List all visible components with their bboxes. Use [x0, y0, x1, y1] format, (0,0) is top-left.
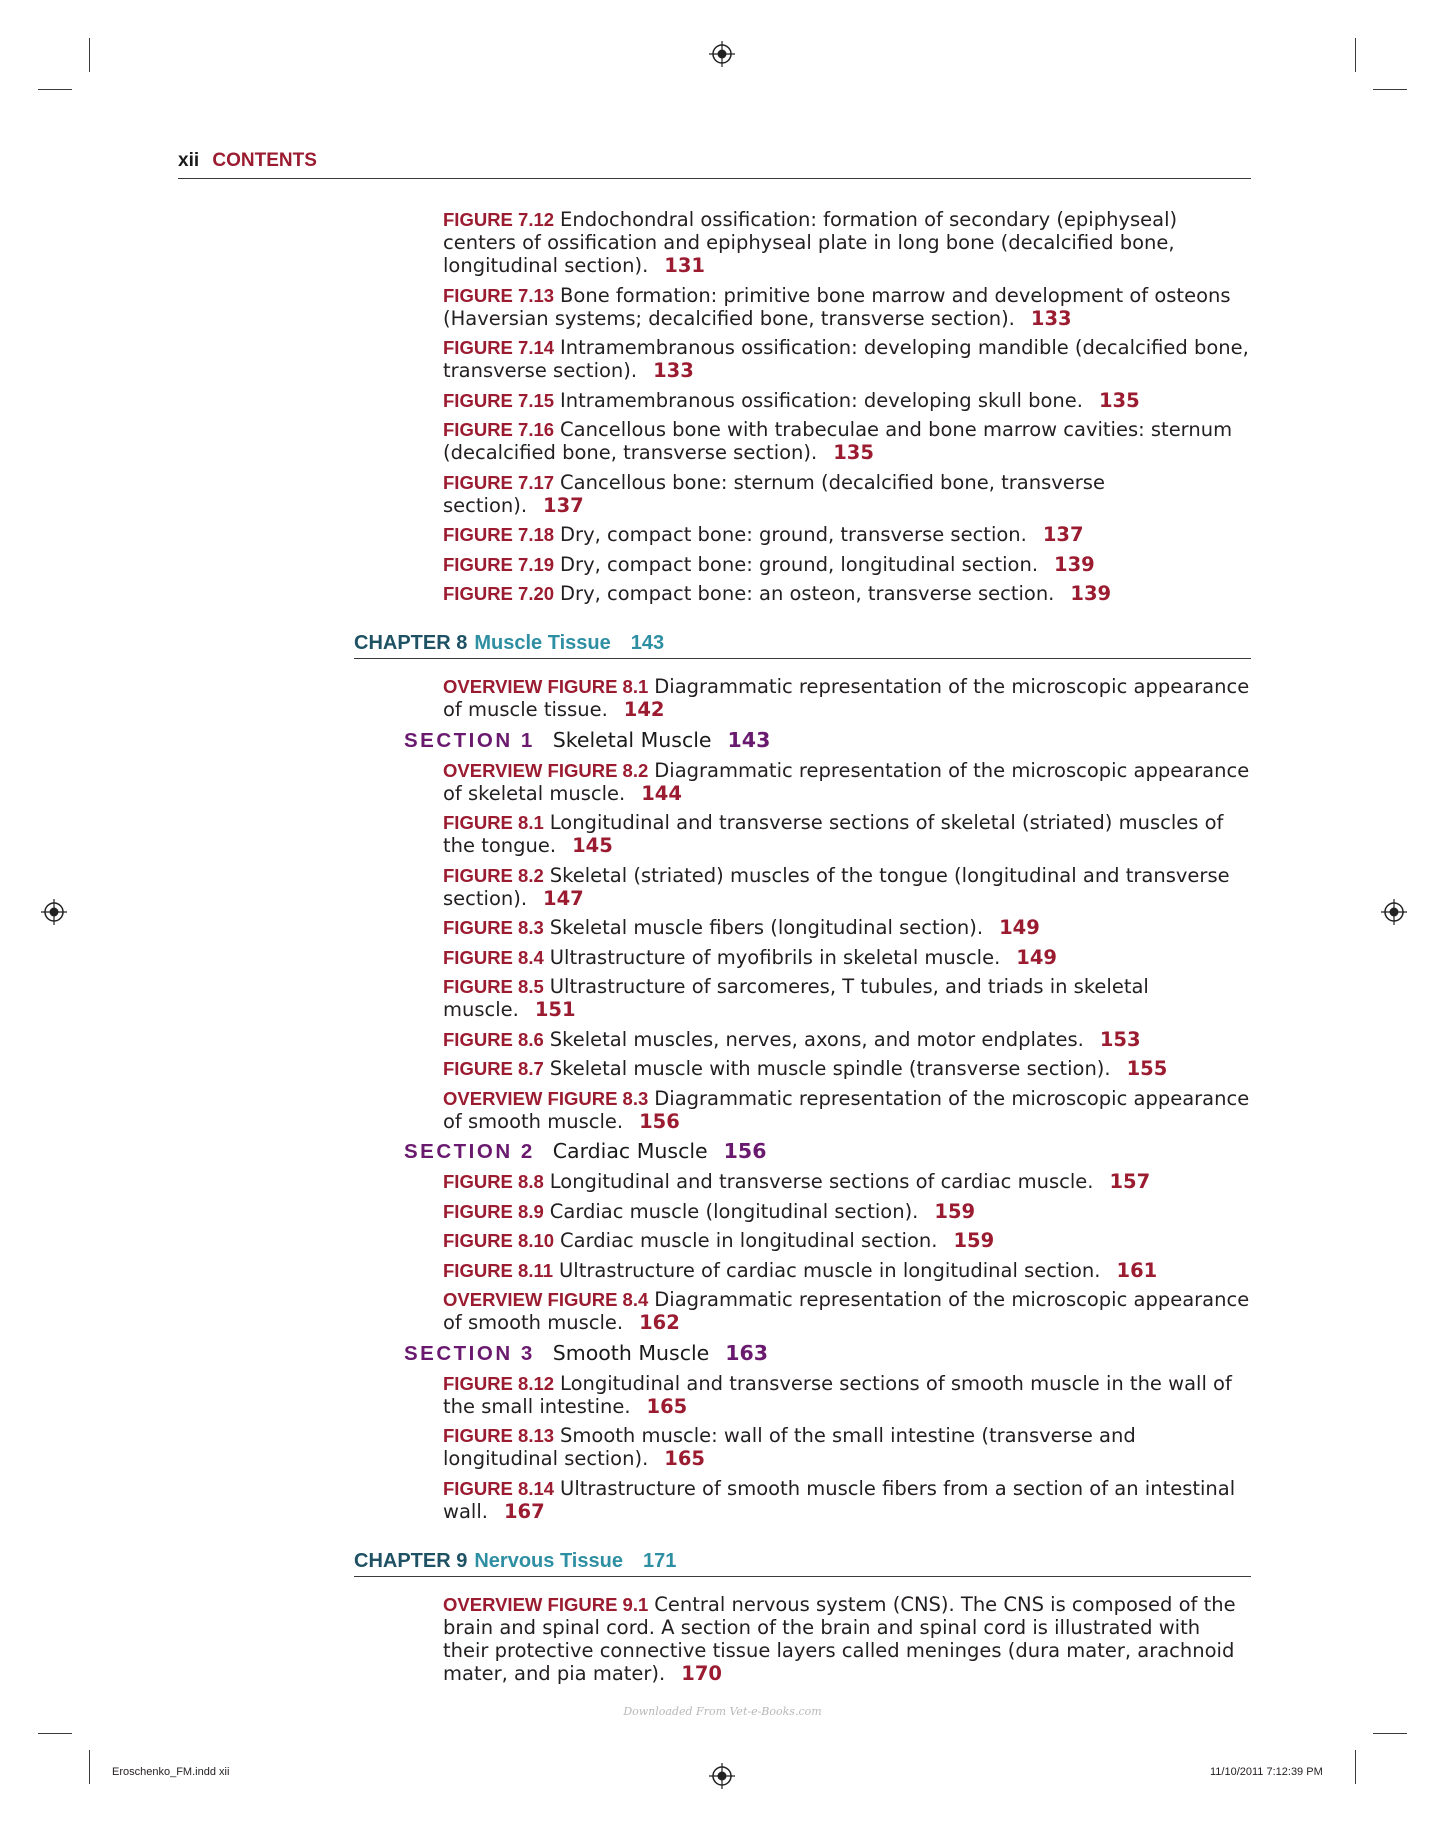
figure-caption: Skeletal muscles, nerves, axons, and motor endplates.	[549, 1027, 1084, 1051]
section-number: SECTION 3	[404, 1341, 535, 1365]
page-number: 151	[534, 998, 576, 1021]
page-number: 167	[503, 1499, 545, 1523]
toc-entry	[443, 1593, 1251, 1685]
figure-label: FIGURE 8.1	[443, 812, 544, 833]
section-page-number: 143	[727, 727, 771, 752]
figure-label: OVERVIEW FIGURE 8.2	[443, 759, 649, 781]
figure-caption: Diagrammatic representation of the microscopic appearance of smooth muscle.	[443, 1086, 1250, 1133]
figure-caption: Cardiac muscle (longitudinal section).	[549, 1199, 919, 1223]
figure-caption: Cardiac muscle in longitudinal section.	[560, 1229, 938, 1252]
toc-entry	[443, 1288, 1251, 1334]
running-head	[178, 150, 317, 172]
figure-caption: Ultrastructure of smooth muscle fibers from a section of an intestinal wall.	[443, 1476, 1236, 1523]
figure-caption: Skeletal muscle fibers (longitudinal section).	[549, 916, 984, 939]
figure-label: FIGURE 7.20	[443, 583, 555, 604]
page-number: 142	[623, 698, 665, 721]
toc-entry	[443, 336, 1251, 382]
section-page-number: 163	[725, 1340, 769, 1365]
toc-entry	[443, 1028, 1251, 1051]
figure-label: FIGURE 8.3	[443, 917, 544, 938]
page-number: 135	[833, 441, 874, 464]
figure-label: FIGURE 8.10	[443, 1230, 555, 1251]
page-number: 165	[646, 1394, 688, 1418]
crop-mark	[1355, 1750, 1356, 1784]
toc-entry	[443, 1057, 1251, 1080]
toc-entry	[443, 208, 1251, 277]
toc-entry	[443, 1170, 1251, 1193]
section-number: SECTION 2	[404, 1140, 535, 1163]
figure-caption: Dry, compact bone: ground, transverse section.	[560, 523, 1027, 546]
figure-caption: Diagrammatic representation of the microscopic appearance of muscle tissue.	[443, 675, 1250, 721]
chapter-page-number: 171	[642, 1549, 677, 1572]
figure-label: FIGURE 8.11	[443, 1259, 554, 1281]
page-number: 139	[1070, 582, 1112, 605]
figure-label: FIGURE 8.14	[443, 1477, 555, 1499]
figure-label: OVERVIEW FIGURE 8.3	[443, 1087, 649, 1109]
figure-caption: Skeletal (striated) muscles of the tongue (longitudinal and transverse section).	[443, 863, 1230, 910]
toc-entry	[443, 553, 1251, 576]
crop-mark	[89, 38, 90, 72]
page-number: 159	[953, 1229, 995, 1252]
figure-caption: Dry, compact bone: an osteon, transverse section.	[560, 582, 1055, 605]
chapter-title: Muscle Tissue	[474, 632, 611, 654]
figure-caption: Diagrammatic representation of the microscopic appearance of skeletal muscle.	[443, 758, 1250, 805]
figure-label: OVERVIEW FIGURE 8.4	[443, 1289, 649, 1310]
page-number: 149	[999, 916, 1040, 939]
crop-mark	[38, 89, 72, 90]
crop-mark	[38, 1733, 72, 1734]
page-number: 137	[1042, 523, 1084, 546]
chapter-number: CHAPTER 9	[354, 1549, 468, 1572]
section-heading	[404, 1341, 1251, 1366]
figure-label: FIGURE 8.2	[443, 864, 544, 886]
crop-mark	[1373, 89, 1407, 90]
registration-mark-icon	[708, 1762, 736, 1790]
page-number: 135	[1098, 388, 1140, 412]
toc-entry	[443, 759, 1251, 805]
page-number: 161	[1116, 1258, 1158, 1282]
page-number: 137	[543, 493, 584, 517]
toc-entry	[443, 1087, 1251, 1133]
toc-entry	[443, 1372, 1251, 1418]
figure-caption: Longitudinal and transverse sections of smooth muscle in the wall of the small intestine.	[443, 1371, 1232, 1418]
figure-caption: Endochondral ossification: formation of secondary (epiphyseal) centers of ossification and epiphyseal plate in long bone (decalcified bone, longitudinal section).	[443, 208, 1178, 277]
watermark: Downloaded From Vet-e-Books.com	[623, 1705, 822, 1718]
toc-entry	[443, 389, 1251, 412]
figure-label: FIGURE 8.9	[443, 1200, 544, 1222]
slug-timestamp: 11/10/2011 7:12:39 PM	[1210, 1766, 1323, 1778]
toc-entry	[443, 284, 1251, 330]
page-number: 133	[1030, 306, 1072, 330]
contents-list	[354, 208, 1251, 1691]
page-number: 144	[641, 781, 682, 805]
figure-caption: Ultrastructure of myofibrils in skeletal muscle.	[549, 945, 1001, 969]
toc-entry	[443, 582, 1251, 605]
toc-entry	[443, 1200, 1251, 1223]
figure-label: FIGURE 8.5	[443, 976, 544, 997]
section-page-number: 156	[723, 1139, 767, 1163]
toc-entry	[443, 946, 1251, 969]
figure-caption: Skeletal muscle with muscle spindle (transverse section).	[549, 1057, 1111, 1080]
toc-entry	[443, 916, 1251, 939]
page-folio: xii	[178, 150, 200, 171]
section-title: Skeletal Muscle	[552, 727, 712, 752]
registration-mark-icon	[708, 40, 736, 68]
section-number: SECTION 1	[404, 728, 535, 752]
page-number: 155	[1126, 1057, 1168, 1080]
toc-entry	[443, 675, 1251, 721]
section-title: Cardiac Muscle	[552, 1139, 708, 1163]
page-number: 170	[681, 1661, 722, 1685]
slug-filename: Eroschenko_FM.indd xii	[112, 1766, 230, 1778]
figure-label: FIGURE 7.16	[443, 419, 555, 440]
toc-entry	[443, 1424, 1251, 1470]
page-number: 159	[934, 1199, 976, 1223]
figure-label: FIGURE 8.8	[443, 1171, 544, 1192]
toc-entry	[443, 1229, 1251, 1252]
figure-caption: Ultrastructure of sarcomeres, T tubules, and triads in skeletal muscle.	[443, 975, 1149, 1021]
page-number: 156	[639, 1109, 680, 1133]
figure-label: FIGURE 8.7	[443, 1058, 544, 1079]
chapter-heading	[354, 1549, 1251, 1577]
toc-entry	[443, 471, 1251, 517]
figure-caption: Intramembranous ossification: developing skull bone.	[560, 388, 1083, 412]
toc-entry	[443, 975, 1251, 1021]
page-number: 153	[1099, 1027, 1141, 1051]
figure-caption: Longitudinal and transverse sections of skeletal (striated) muscles of the tongue.	[443, 811, 1224, 857]
figure-label: FIGURE 7.14	[443, 337, 555, 358]
figure-caption: Bone formation: primitive bone marrow and development of osteons (Haversian systems; decalcified bone, transverse section).	[443, 283, 1231, 330]
toc-entry	[443, 1477, 1251, 1523]
toc-entry	[443, 523, 1251, 546]
figure-label: FIGURE 7.18	[443, 524, 555, 545]
chapter-heading	[354, 631, 1251, 659]
section-heading	[404, 1139, 1251, 1164]
header-rule	[178, 178, 1251, 179]
running-head-label: CONTENTS	[212, 150, 317, 171]
figure-caption: Cancellous bone: sternum (decalcified bone, transverse section).	[443, 470, 1105, 517]
figure-label: FIGURE 7.19	[443, 553, 555, 575]
chapter-number: CHAPTER 8	[354, 632, 468, 654]
registration-mark-icon	[1380, 898, 1408, 926]
section-heading	[404, 728, 1251, 753]
figure-caption: Intramembranous ossification: developing mandible (decalcified bone, transverse section).	[443, 336, 1249, 382]
figure-caption: Dry, compact bone: ground, longitudinal section.	[560, 552, 1039, 576]
page-number: 131	[664, 254, 705, 277]
page-number: 162	[639, 1311, 680, 1334]
chapter-title: Nervous Tissue	[474, 1549, 623, 1572]
toc-entry	[443, 811, 1251, 857]
page-number: 139	[1054, 552, 1095, 576]
figure-label: FIGURE 7.12	[443, 209, 555, 230]
figure-caption: Central nervous system (CNS). The CNS is composed of the brain and spinal cord. A section of the brain and spinal cord is illustrated with their protective connective tissue layers called meninges (dura mater, arachnoid mater, and pia mater).	[443, 1592, 1236, 1685]
figure-caption: Diagrammatic representation of the microscopic appearance of smooth muscle.	[443, 1288, 1250, 1334]
figure-caption: Ultrastructure of cardiac muscle in longitudinal section.	[559, 1258, 1101, 1282]
toc-entry	[443, 418, 1251, 464]
figure-label: FIGURE 8.12	[443, 1372, 555, 1394]
figure-label: FIGURE 8.4	[443, 946, 544, 968]
figure-label: FIGURE 7.13	[443, 284, 555, 306]
toc-entry	[443, 864, 1251, 910]
toc-entry	[443, 1259, 1251, 1282]
registration-mark-icon	[40, 898, 68, 926]
page-number: 165	[664, 1447, 705, 1470]
page-number: 147	[543, 886, 584, 910]
page-number: 145	[572, 834, 613, 857]
figure-caption: Cancellous bone with trabeculae and bone marrow cavities: sternum (decalcified bone, transverse section).	[443, 418, 1233, 464]
page-number: 133	[653, 359, 694, 382]
figure-caption: Smooth muscle: wall of the small intestine (transverse and longitudinal section).	[443, 1424, 1136, 1470]
figure-label: FIGURE 8.13	[443, 1425, 555, 1446]
figure-label: FIGURE 7.15	[443, 389, 555, 411]
chapter-page-number: 143	[630, 632, 665, 654]
crop-mark	[1355, 38, 1356, 72]
figure-label: OVERVIEW FIGURE 9.1	[443, 1593, 649, 1615]
page-number: 157	[1109, 1170, 1151, 1193]
figure-caption: Longitudinal and transverse sections of cardiac muscle.	[549, 1170, 1094, 1193]
crop-mark	[1373, 1733, 1407, 1734]
crop-mark	[89, 1750, 90, 1784]
section-title: Smooth Muscle	[552, 1340, 710, 1365]
figure-label: OVERVIEW FIGURE 8.1	[443, 676, 649, 697]
figure-label: FIGURE 8.6	[443, 1028, 544, 1050]
figure-label: FIGURE 7.17	[443, 471, 555, 493]
page-number: 149	[1016, 945, 1057, 969]
